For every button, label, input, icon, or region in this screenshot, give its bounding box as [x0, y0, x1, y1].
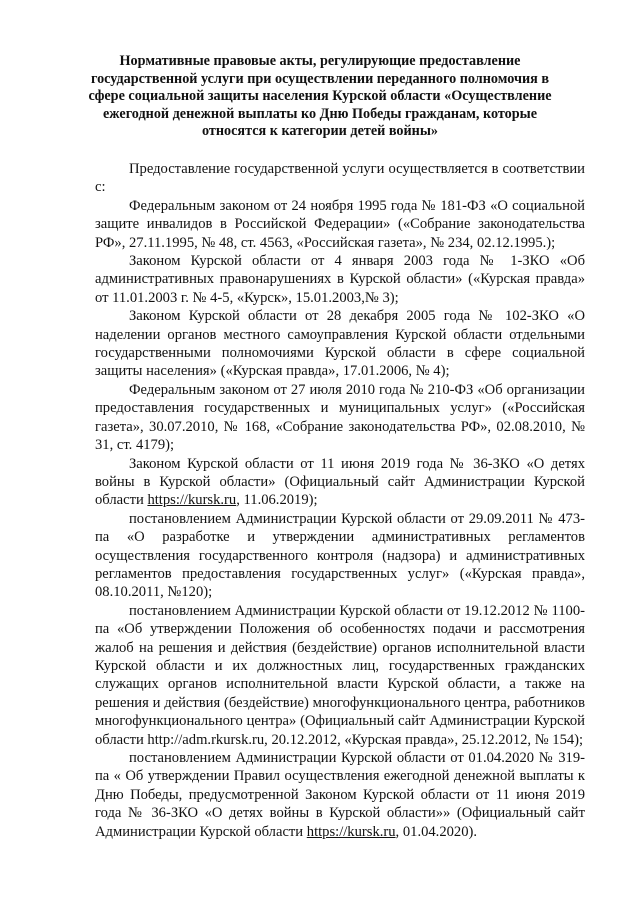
paragraph-kursk-law-1zko: Законом Курской области от 4 января 2003 года № 1-ЗКО «Об административных правонарушениях в Курской области» («Курская правда» от 11.01.2003 г. № 4-5, «Курск», 15.01.2003,№ 3);: [95, 253, 585, 306]
paragraph-resolution-319: [95, 749, 585, 841]
paragraph-kursk-law-102zko: Законом Курской области от 28 декабря 2005 года № 102-ЗКО «О наделении органов местного самоуправления Курской области отдельными государственными полномочиями Курской области в сфере социальной защиты населения» («Курская правда», 17.01.2006, № 4);: [95, 308, 585, 380]
paragraph-text: Законом Курской области от 11 июня 2019 года № 36-ЗКО «О детях войны в Курской области» (Официальный сайт Администрации Курской области: [95, 455, 585, 509]
paragraph-resolution-1100: постановлением Администрации Курской области от 19.12.2012 № 1100-па «Об утверждении Положения об особенностях подачи и рассмотрения жалоб на решения и действия (бездействие) органов исполнительной власти Курской области и их должностных лиц, государственных гражданских служащих органов исполнительной власти Курской области, а также на решения и действия (бездействие) многофункционального центра, работников многофункционального центра» (Официальный сайт Администрации Курской области http://adm.rkursk.ru, 20.12.2012, «Курская правда», 25.12.2012, № 154);: [95, 602, 585, 748]
paragraph-kursk-law-36zko: [95, 455, 585, 510]
document-body: [95, 160, 585, 841]
paragraph-text: , 11.06.2019);: [236, 492, 318, 509]
kursk-site-link[interactable]: https://kursk.ru: [306, 823, 396, 840]
paragraph-federal-law-181: Федеральным законом от 24 ноября 1995 года № 181-ФЗ «О социальной защите инвалидов в Российской Федерации» («Собрание законодательства РФ», 27.11.1995, № 48, ст. 4563, «Российская газета», № 234, 02.12.1995.);: [95, 197, 585, 251]
intro-paragraph: Предоставление государственной услуги осуществляется в соответствии с:: [95, 161, 585, 196]
kursk-site-link[interactable]: https://kursk.ru: [147, 492, 237, 509]
paragraph-text: постановлением Администрации Курской области от 01.04.2020 № 319-па « Об утверждении Правил осуществления ежегодной денежной выплаты к Дню Победы, предусмотренной Законом Курской области от 11 июня 2019 года № 36-ЗКО «О детях войны в Курской области»» (Официальный сайт Администрации Курской области: [95, 750, 585, 840]
document-heading: Нормативные правовые акты, регулирующие предоставление государственной услуги при осуществлении переданного полномочия в сфере социальной защиты населения Курской области «Осуществление ежегодной денежной выплаты ко Дню Победы гражданам, которые относятся к категории детей войны»: [88, 53, 552, 140]
paragraph-federal-law-210: Федеральным законом от 27 июля 2010 года № 210-ФЗ «Об организации предоставления государственных и муниципальных услуг» («Российская газета», 30.07.2010, № 168, «Собрание законодательства РФ», 02.08.2010, № 31, ст. 4179);: [95, 381, 585, 454]
paragraph-resolution-473: постановлением Администрации Курской области от 29.09.2011 № 473-па «О разработке и утверждении административных регламентов осуществления государственного контроля (надзора) и административных регламентов предоставления государственных услуг» («Курская правда», 08.10.2011, №120);: [95, 510, 585, 601]
paragraph-text: , 01.04.2020).: [395, 823, 478, 840]
